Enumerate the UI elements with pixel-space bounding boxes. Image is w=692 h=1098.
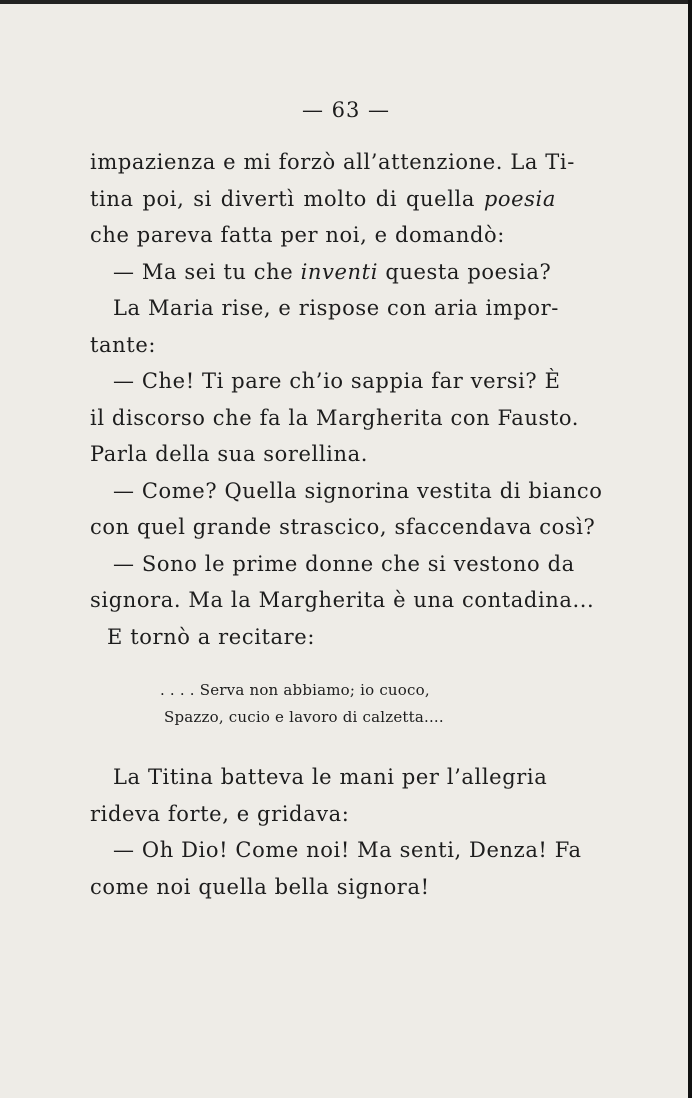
italic-word-poesia: poesia — [483, 187, 556, 211]
italic-word-inventi: inventi — [300, 260, 379, 284]
text-line-11: con quel grande strascico, sfaccendava così? — [90, 515, 596, 539]
text-line-10: — Come? Quella signorina vestita di bianco — [113, 479, 603, 503]
text-line-6: tante: — [90, 333, 157, 357]
scan-edge-top — [0, 0, 692, 4]
text-line-16: rideva forte, e gridava: — [90, 802, 350, 826]
text-line-18: come noi quella bella signora! — [90, 875, 430, 899]
text-line-7: — Che! Ti pare ch’io sappia far versi? È — [113, 369, 561, 393]
text-line-14: E tornò a recitare: — [107, 625, 316, 649]
text-line-9: Parla della sua sorellina. — [90, 442, 369, 466]
text-line-12: — Sono le prime donne che si vestono da — [113, 552, 575, 576]
text-line-13: signora. Ma la Margherita è una contadina... — [90, 588, 595, 612]
text-line-2 — [90, 189, 556, 210]
text-line-17: — Oh Dio! Come noi! Ma senti, Denza! Fa — [113, 838, 582, 862]
text-line-8: il discorso che fa la Margherita con Fausto. — [90, 406, 580, 430]
verse-line-2: Spazzo, cucio e lavoro di calzetta.... — [164, 708, 444, 726]
text-line-1: impazienza e mi forzò all’attenzione. La Ti- — [90, 150, 575, 174]
page-number: — 63 — — [301, 98, 391, 122]
scan-edge-right — [688, 0, 692, 1098]
verse-line-1: . . . . Serva non abbiamo; io cuoco, — [160, 681, 430, 699]
text-line-4 — [113, 260, 552, 284]
text-line-4-tail: questa poesia? — [385, 260, 552, 284]
text-line-2-main: tina poi, si divertì molto di quella — [90, 187, 475, 211]
text-line-15: La Titina batteva le mani per l’allegria — [113, 765, 548, 789]
text-line-5: La Maria rise, e rispose con aria impor- — [113, 296, 559, 320]
text-line-3: che pareva fatta per noi, e domandò: — [90, 223, 505, 247]
text-line-4-main: — Ma sei tu che — [113, 260, 294, 284]
